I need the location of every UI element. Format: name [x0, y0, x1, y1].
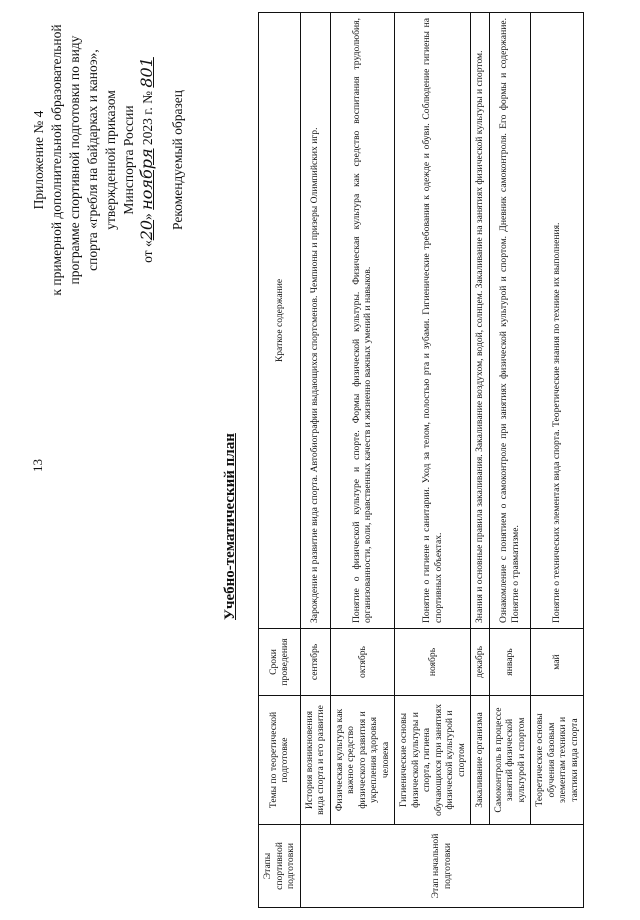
appendix-header	[30, 0, 187, 320]
header-timing: Сроки проведения	[259, 629, 301, 696]
table-row	[395, 13, 471, 908]
timing-cell: сентябрь	[300, 629, 330, 696]
header-stage: Этапы спортивной подготовки	[259, 825, 301, 908]
topic-cell: Гигиенические основы физической культуры и спорта, гигиена обучающихся при занятиях физической культурой и спортом	[395, 696, 471, 825]
table-row	[330, 13, 395, 908]
timing-cell: декабрь	[471, 629, 490, 696]
appendix-title: Приложение № 4	[31, 110, 46, 210]
topic-cell: Самоконтроль в процессе занятий физической культурой и спортом	[489, 696, 531, 825]
header-line: к примерной дополнительной образовательной	[49, 24, 64, 296]
timing-cell: январь	[489, 629, 531, 696]
table-row	[471, 13, 490, 908]
order-date-line: от «20» ноября 2023 г. № 801	[137, 57, 156, 263]
content-cell: Ознакомление с понятием о самоконтроле при занятиях физической культурой и спортом. Дневник самоконтроля. Его формы и содержание. Понятие о травматизме.	[489, 13, 531, 629]
table-row	[489, 13, 531, 908]
topic-cell: Закаливание организма	[471, 696, 490, 825]
table-header-row	[259, 13, 301, 908]
timing-cell: октябрь	[330, 629, 395, 696]
topic-cell: Теоретические основы обучения базовым элементам техники и тактики вида спорта	[531, 696, 584, 825]
content-cell: Знания и основные правила закаливания. Закаливание воздухом, водой, солнцем. Закаливание на занятиях физической культуры и спортом.	[471, 13, 490, 629]
content-cell: Понятие о технических элементах вида спорта. Теоретические знания по технике их выполнения.	[531, 13, 584, 629]
handwritten-order-number: 801	[137, 57, 156, 88]
header-line: Минспорта России	[121, 105, 136, 215]
header-line: спорта «гребля на байдарках и каноэ»,	[85, 49, 100, 271]
handwritten-day: 20	[137, 219, 156, 241]
header-content: Краткое содержание	[259, 13, 301, 629]
page-number: 13	[30, 459, 45, 472]
header-line: программе спортивной подготовки по виду	[67, 35, 82, 285]
handwritten-month: ноября	[137, 148, 156, 210]
timing-cell: май	[531, 629, 584, 696]
table-row	[531, 13, 584, 908]
table-row	[300, 13, 330, 908]
header-line: утвержденной приказом	[103, 90, 118, 230]
thematic-plan-table	[258, 12, 584, 908]
topic-cell: Физическая культура как важное средство физического развития и укрепления здоровья человека	[330, 696, 395, 825]
content-cell: Зарождение и развитие вида спорта. Автобиографии выдающихся спортсменов. Чемпионы и призеры Олимпийских игр.	[300, 13, 330, 629]
stage-cell: Этап начальной подготовки	[300, 825, 584, 908]
content-cell: Понятие о физической культуре и спорте. Формы физической культуры. Физическая культура как средство воспитания трудолюбия, организованности, воли, нравственных качеств и жизненно важных умений и навыков.	[330, 13, 395, 629]
recommended-sample: Рекомендуемый образец	[170, 90, 185, 231]
plan-title: Учебно-тематический план	[222, 433, 238, 620]
topic-cell: История возникновения вида спорта и его развитие	[300, 696, 330, 825]
header-topic: Темы по теоретической подготовке	[259, 696, 301, 825]
content-cell: Понятие о гигиене и санитарии. Уход за телом, полостью рта и зубами. Гигиенические требования к одежде и обуви. Соблюдение гигиены на спортивных объектах.	[395, 13, 471, 629]
timing-cell: ноябрь	[395, 629, 471, 696]
